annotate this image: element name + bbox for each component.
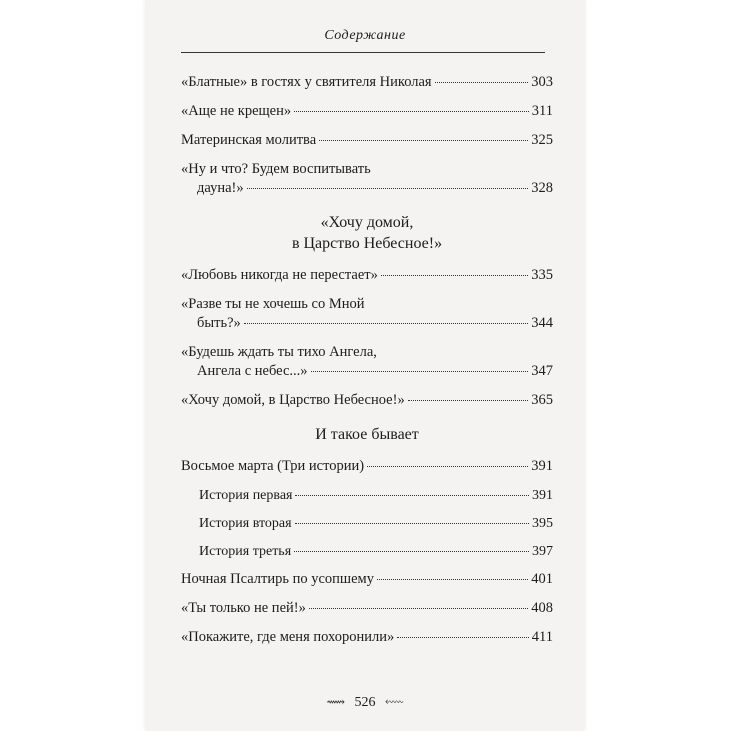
page-footer [145,694,585,711]
toc-subentry [181,514,553,533]
toc-entry-title: История третья [199,544,292,559]
toc-entry-title: дауна!» [197,180,244,196]
header-rule [181,52,545,53]
toc-page-number: 303 [531,74,553,90]
toc-page-number: 335 [531,267,553,283]
toc-entry-title: «Будешь ждать ты тихо Ангела, [181,344,377,360]
book-page [145,0,585,731]
toc-entry-title: быть?» [197,315,241,331]
toc-entry-title: «Ну и что? Будем воспитывать [181,161,371,177]
toc-subentry [181,542,553,561]
toc-entry [181,599,553,618]
toc-entry [181,160,553,198]
dot-leader [294,551,529,552]
dot-leader [381,275,528,276]
dot-leader [295,523,529,524]
left-ornament-icon: ⟿ [326,694,346,709]
toc-entry [181,570,553,589]
section-title-line: «Хочу домой, [320,214,414,231]
toc-page-number: 391 [532,488,553,503]
toc-entry [181,73,553,92]
toc-page-number: 325 [531,132,553,148]
toc-page-number: 347 [531,363,553,379]
toc-entry-title: «Разве ты не хочешь со Мной [181,296,365,312]
table-of-contents [181,73,553,657]
toc-page-number: 395 [532,516,553,531]
dot-leader [397,637,529,638]
toc-entry-title: История первая [199,488,293,503]
toc-entry-title: История вторая [199,516,292,531]
toc-subentry [181,486,553,505]
right-ornament-icon: ⬳ [385,694,404,709]
toc-entry [181,295,553,333]
dot-leader [311,371,529,372]
dot-leader [294,111,529,112]
section-title [181,212,553,254]
toc-entry [181,628,553,647]
dot-leader [309,608,528,609]
toc-page-number: 344 [531,315,553,331]
toc-entry-title: «Ты только не пей!» [181,600,306,616]
toc-page-number: 401 [531,571,553,587]
dot-leader [247,188,529,189]
toc-entry [181,343,553,381]
section-title-line: И такое бывает [315,426,419,443]
toc-entry-title: Материнская молитва [181,132,317,148]
dot-leader [319,140,528,141]
toc-entry [181,102,553,121]
toc-page-number: 411 [531,629,553,645]
toc-page-number: 397 [532,544,553,559]
section-title [181,424,553,445]
dot-leader [408,400,529,401]
dot-leader [295,495,529,496]
toc-entry [181,266,553,285]
toc-page-number: 365 [531,392,553,408]
dot-leader [435,82,529,83]
toc-entry-title: «Покажите, где меня похоронили» [181,629,395,645]
toc-page-number: 408 [531,600,553,616]
dot-leader [367,466,528,467]
toc-entry-title: «Хочу домой, в Царство Небесное!» [181,392,405,408]
toc-entry-title: «Аще не крещен» [181,103,292,119]
toc-entry-title: «Любовь никогда не перестает» [181,267,378,283]
toc-entry-title: «Блатные» в гостях у святителя Николая [181,74,432,90]
toc-entry-title: Восьмое марта (Три истории) [181,458,365,474]
page-number: 526 [354,695,376,710]
dot-leader [377,579,528,580]
toc-page-number: 311 [531,103,553,119]
toc-entry [181,131,553,150]
running-header: Содержание [324,28,406,43]
toc-entry [181,391,553,410]
toc-page-number: 391 [531,458,553,474]
toc-entry-title: Ангела с небес...» [197,363,308,379]
dot-leader [244,323,528,324]
toc-entry-title: Ночная Псалтирь по усопшему [181,571,374,587]
section-title-line: в Царство Небесное!» [291,235,443,252]
toc-entry [181,457,553,476]
toc-page-number: 328 [531,180,553,196]
